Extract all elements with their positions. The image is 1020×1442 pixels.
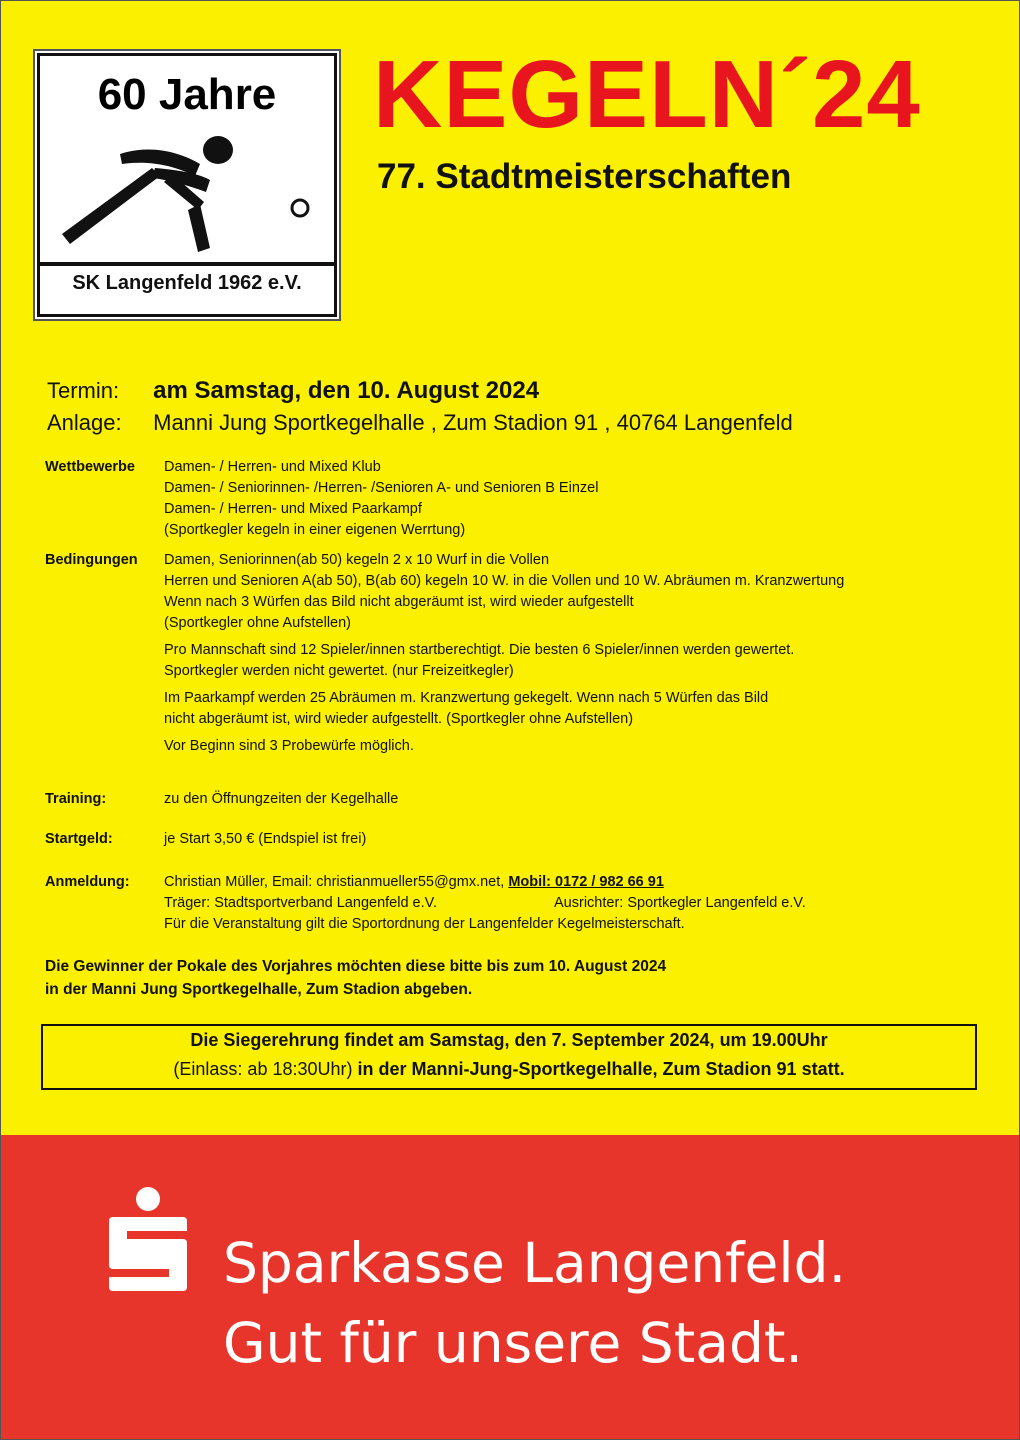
bedingungen-line: Sportkegler werden nicht gewertet. (nur Freizeitkegler)	[164, 663, 514, 679]
ceremony-entry-time: (Einlass: ab 18:30Uhr)	[173, 1059, 353, 1079]
mobile-number: Mobil: 0172 / 982 66 91	[508, 874, 664, 890]
sponsor-footer	[1, 1135, 1019, 1439]
bedingungen-line: (Sportkegler ohne Aufstellen)	[164, 615, 351, 631]
wettbewerbe-line: Damen- / Herren- und Mixed Paarkampf	[164, 501, 422, 517]
bedingungen-line: Pro Mannschaft sind 12 Spieler/innen startberechtigt. Die besten 6 Spieler/innen werden gewertet.	[164, 642, 795, 658]
logo-club-name: SK Langenfeld 1962 e.V.	[72, 272, 302, 294]
event-subheadline: 77. Stadtmeisterschaften	[377, 157, 792, 196]
bedingungen-line: Im Paarkampf werden 25 Abräumen m. Kranzwertung gekegelt. Wenn nach 5 Würfen das Bild	[164, 690, 769, 706]
logo-divider	[40, 262, 334, 266]
sparkasse-logo-icon	[107, 1187, 189, 1291]
wettbewerbe-line: (Sportkegler kegeln in einer eigenen Werrtung)	[164, 522, 466, 538]
trophy-notice	[45, 955, 666, 1001]
termin-label: Termin:	[47, 378, 120, 403]
sportordnung-text: Für die Veranstaltung gilt die Sportordnung der Langenfelder Kegelmeisterschaft.	[164, 916, 685, 932]
training-value: zu den Öffnungzeiten der Kegelhalle	[164, 791, 399, 807]
anlage-row	[47, 410, 793, 436]
startgeld-label: Startgeld:	[45, 831, 113, 847]
anlage-label: Anlage:	[47, 410, 122, 435]
termin-row	[47, 377, 539, 405]
wettbewerbe-line: Damen- / Herren- und Mixed Klub	[164, 459, 381, 475]
traeger-text: Träger: Stadtsportverband Langenfeld e.V.	[164, 895, 438, 911]
notice-line: in der Manni Jung Sportkegelhalle, Zum Stadion abgeben.	[45, 981, 473, 998]
sponsor-line-1: Sparkasse Langenfeld.	[223, 1231, 847, 1295]
anlage-value: Manni Jung Sportkegelhalle , Zum Stadion 91 , 40764 Langenfeld	[153, 410, 793, 435]
wettbewerbe-line: Damen- / Seniorinnen- /Herren- /Senioren A- und Senioren B Einzel	[164, 480, 599, 496]
anmeldung-label: Anmeldung:	[45, 874, 130, 890]
ausrichter-text: Ausrichter: Sportkegler Langenfeld e.V.	[554, 895, 806, 911]
event-headline: KEGELN´24	[373, 41, 921, 148]
wettbewerbe-label: Wettbewerbe	[45, 459, 135, 475]
club-logo	[37, 53, 337, 317]
startgeld-value: je Start 3,50 € (Endspiel ist frei)	[164, 831, 367, 847]
bowler-icon	[60, 136, 320, 256]
notice-line: Die Gewinner der Pokale des Vorjahres möchten diese bitte bis zum 10. August 2024	[45, 958, 667, 975]
training-label: Training:	[45, 791, 107, 807]
ceremony-box	[41, 1024, 977, 1090]
logo-title: 60 Jahre	[97, 70, 277, 119]
ceremony-line: Die Siegerehrung findet am Samstag, den 7. September 2024, um 19.00Uhr	[190, 1030, 828, 1050]
ceremony-location: in der Manni-Jung-Sportkegelhalle, Zum Stadion 91 statt.	[357, 1059, 845, 1079]
anmeldung-contact: Christian Müller, Email: christianmueller55@gmx.net,	[164, 874, 505, 890]
bedingungen-label: Bedingungen	[45, 552, 138, 568]
termin-value: am Samstag, den 10. August 2024	[153, 377, 540, 404]
bedingungen-line: nicht abgeräumt ist, wird wieder aufgestellt. (Sportkegler ohne Aufstellen)	[164, 711, 634, 727]
bedingungen-line: Vor Beginn sind 3 Probewürfe möglich.	[164, 738, 414, 754]
bedingungen-line: Wenn nach 3 Würfen das Bild nicht abgeräumt ist, wird wieder aufgestellt	[164, 594, 634, 610]
bedingungen-line: Damen, Seniorinnen(ab 50) kegeln 2 x 10 Wurf in die Vollen	[164, 552, 550, 568]
sponsor-line-2: Gut für unsere Stadt.	[223, 1311, 803, 1375]
bedingungen-line: Herren und Senioren A(ab 50), B(ab 60) kegeln 10 W. in die Vollen und 10 W. Abräumen m. Kranzwertung	[164, 573, 845, 589]
